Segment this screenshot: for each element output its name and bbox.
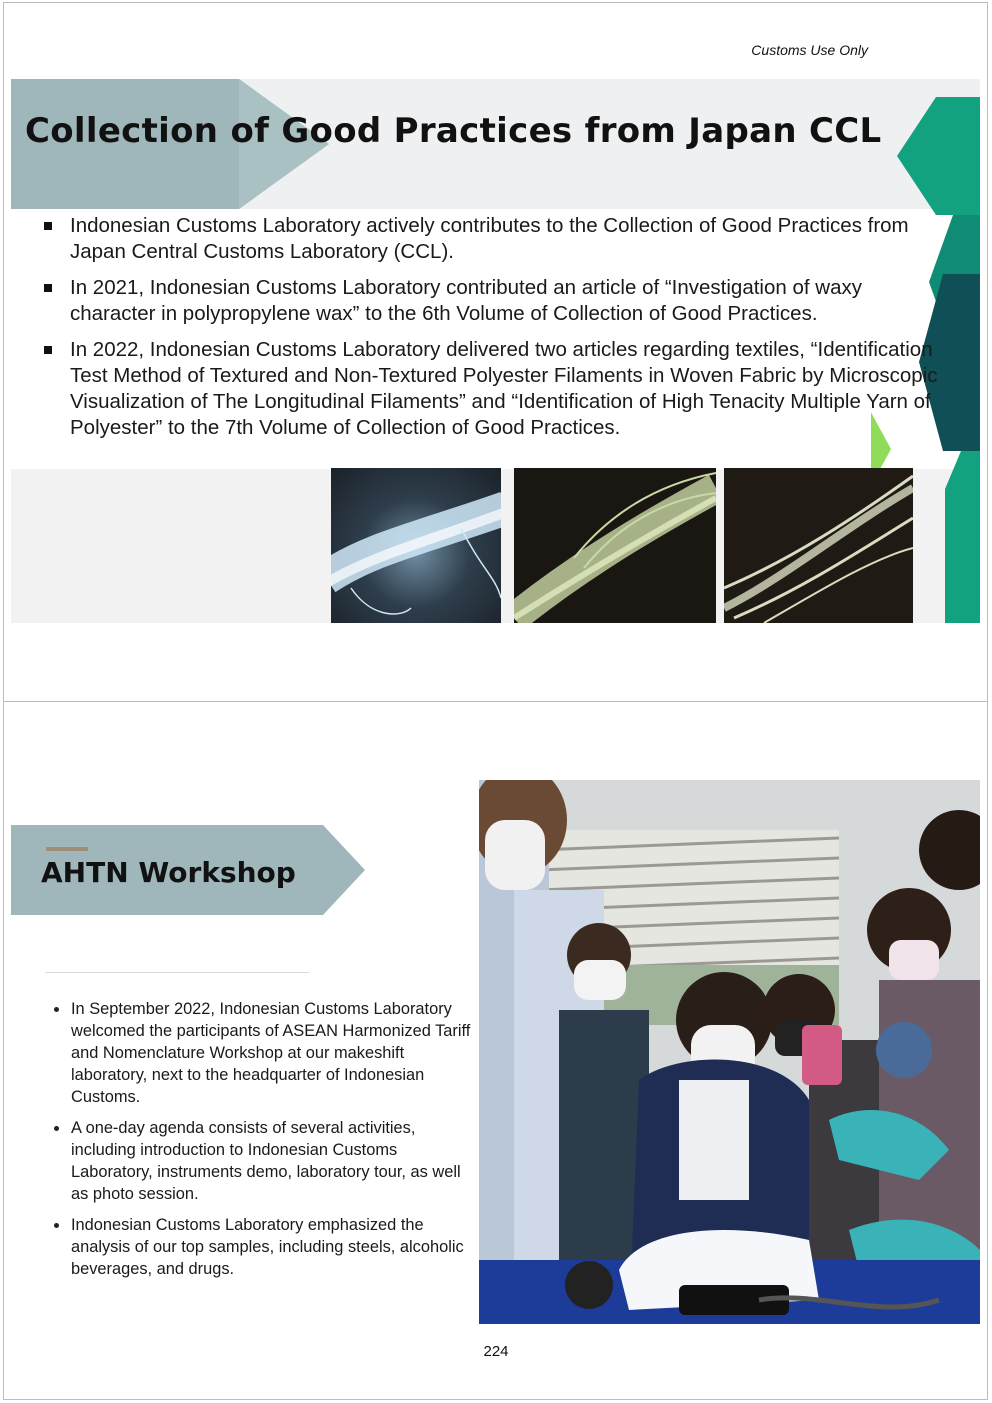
list-item: In September 2022, Indonesian Customs Laboratory welcomed the participants of ASEAN Harmonized Tariff and Nomenclature Workshop at our makeshift laboratory, next to the headquarter of Indonesian Customs.	[51, 998, 481, 1108]
round-bullet-icon	[54, 1007, 59, 1012]
list-item: In 2021, Indonesian Customs Laboratory contributed an article of “Investigation of waxy character in polypropylene wax” to the 6th Volume of Collection of Good Practices.	[41, 275, 941, 327]
slide-title: AHTN Workshop	[41, 856, 296, 889]
fiber-photo-1	[331, 468, 501, 623]
page-number: 224	[483, 1343, 509, 1360]
divider-line	[45, 972, 309, 973]
bullet-list	[51, 998, 481, 1289]
list-item: Indonesian Customs Laboratory actively contributes to the Collection of Good Practices from Japan Central Customs Laboratory (CCL).	[41, 213, 941, 265]
fiber-photo-3	[724, 468, 913, 623]
list-item: Indonesian Customs Laboratory emphasized the analysis of our top samples, including steels, alcoholic beverages, and drugs.	[51, 1214, 481, 1280]
list-item: A one-day agenda consists of several activities, including introduction to Indonesian Customs Laboratory, instruments demo, laboratory tour, as well as photo session.	[51, 1117, 481, 1205]
header-note: Customs Use Only	[751, 42, 868, 58]
slide-title: Collection of Good Practices from Japan CCL	[25, 111, 882, 151]
bullet-list	[41, 213, 941, 451]
fiber-micrographs	[331, 468, 913, 623]
fiber-photo-2	[514, 468, 716, 623]
round-bullet-icon	[54, 1223, 59, 1228]
title-accent-bar	[46, 847, 88, 851]
slide-divider	[3, 701, 988, 702]
round-bullet-icon	[54, 1126, 59, 1131]
list-item: In 2022, Indonesian Customs Laboratory delivered two articles regarding textiles, “Identification Test Method of Textured and Non-Textured Polyester Filaments in Woven Fabric by Microscopic Visualization of The Longitudinal Filaments” and “Identification of High Tenacity Multiple Yarn of Polyester” to the 7th Volume of Collection of Good Practices.	[41, 337, 941, 441]
workshop-photo	[479, 780, 980, 1324]
slide-ahtn-workshop	[11, 780, 980, 1324]
square-bullet-icon	[44, 346, 52, 354]
square-bullet-icon	[44, 222, 52, 230]
slide-good-practices	[11, 79, 980, 623]
square-bullet-icon	[44, 284, 52, 292]
